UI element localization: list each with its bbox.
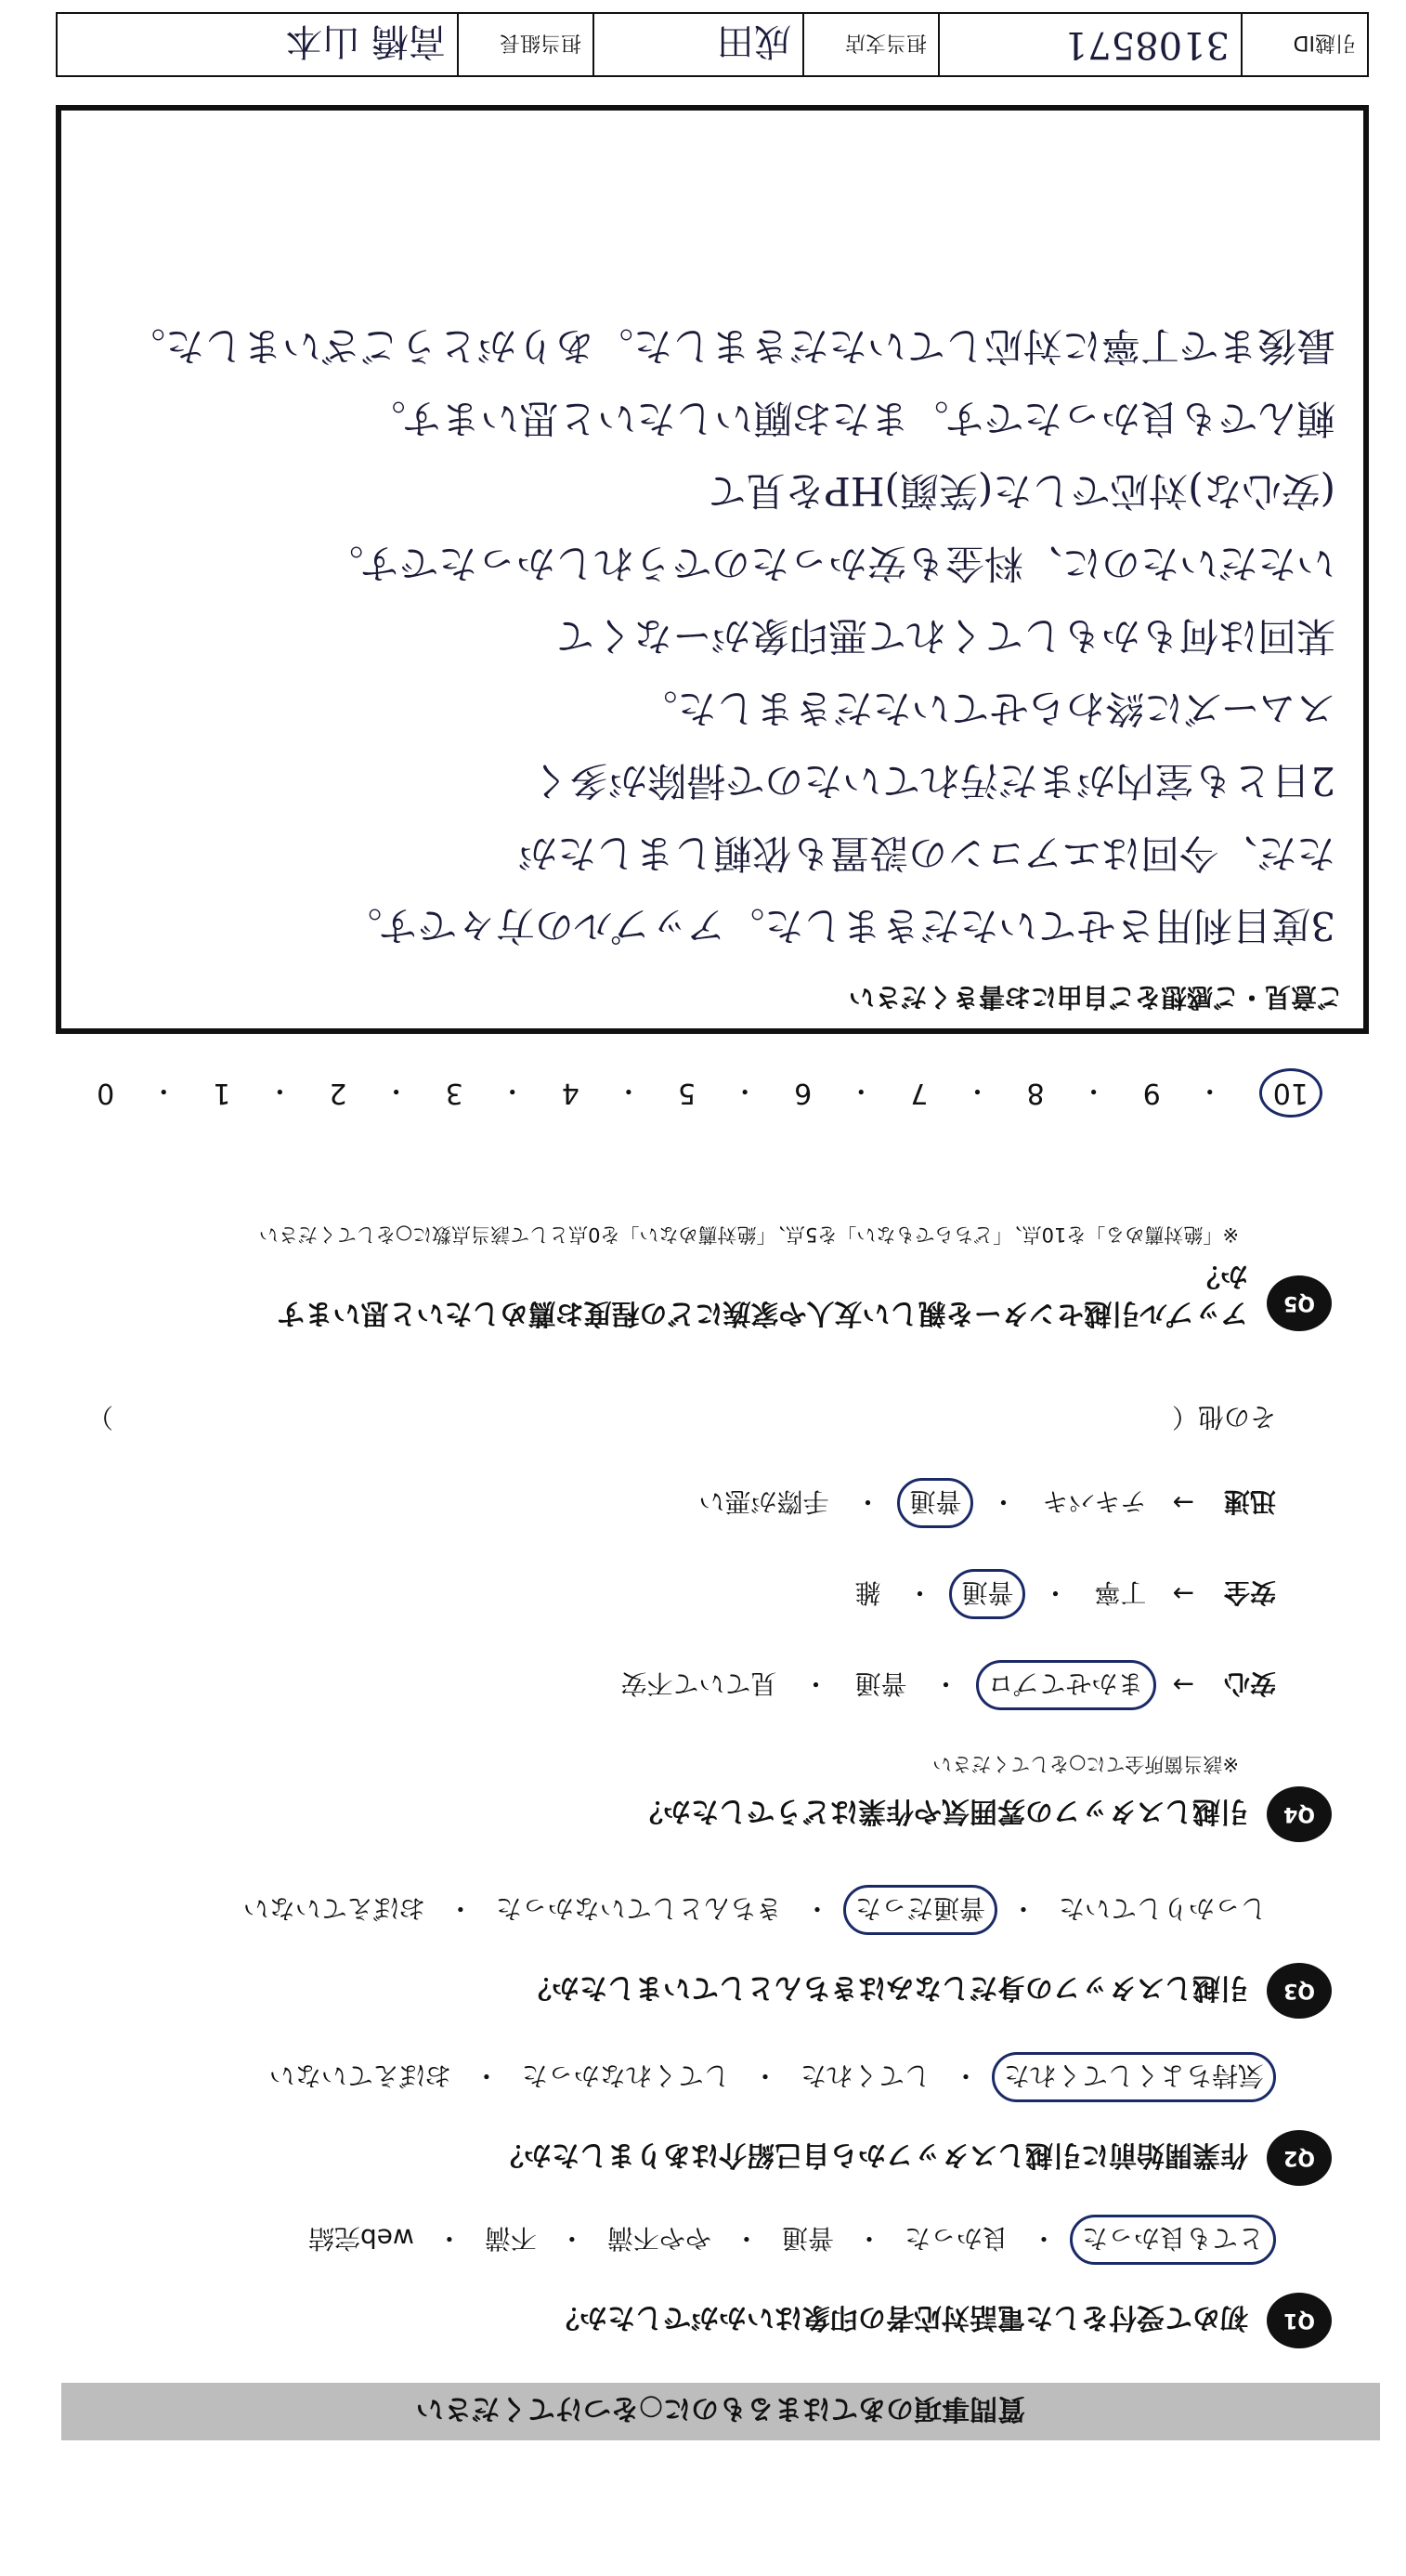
q4-row-label: 安心 xyxy=(1223,1668,1276,1699)
q1-option[interactable]: とても良かった xyxy=(1070,2215,1276,2265)
question-q4 xyxy=(69,1400,1332,1842)
score-option[interactable]: 5 xyxy=(677,1077,696,1109)
q4-row-anzen: 安全 → 丁寧 ・ 普通 ・ 雑 xyxy=(69,1569,1276,1619)
q3-option[interactable]: 普通だった xyxy=(843,1885,997,1935)
q4-row-label: 迅速 xyxy=(1223,1486,1276,1517)
staff-label: 担当組長 xyxy=(457,14,592,75)
q2-option[interactable]: おぼえていない xyxy=(268,2060,451,2091)
id-label: 引越ID xyxy=(1241,14,1367,75)
score-option[interactable]: 4 xyxy=(561,1077,579,1109)
id-value: 3108571 xyxy=(938,14,1241,75)
q1-option[interactable]: やや不満 xyxy=(606,2223,711,2254)
q1-badge: Q1 xyxy=(1267,2293,1332,2348)
q4-note: ※該当箇所全てに○をしてください xyxy=(932,1753,1239,1775)
q1-option[interactable]: 良かった xyxy=(904,2223,1009,2254)
score-option[interactable]: 2 xyxy=(329,1077,347,1109)
q5-badge: Q5 xyxy=(1267,1275,1332,1331)
q4-option[interactable]: まかせてプロ xyxy=(976,1660,1156,1710)
q5-text: アップル引越センターを親しい友人や家族にどの程度お薦めしたいと思いますか？ xyxy=(277,1260,1248,1329)
question-q1: Q1 初めて受付をした電話対応者の印象はいかがでしたか？ とても良かった ・ 良かった ・ 普通 ・ やや不満 ・ 不満 ・ web完結 xyxy=(69,2215,1332,2348)
comment-title: ご意見・ご感想をご自由にお書きください xyxy=(848,982,1343,1013)
comment-line: ただ、今回はエアコンの設置も依頼しましたが xyxy=(518,830,1335,876)
q4-option[interactable]: 普通 xyxy=(949,1569,1025,1619)
arrow-icon: → xyxy=(1172,1487,1194,1519)
comment-line: (安心な)対応でした(笑顔)HPを見て xyxy=(707,468,1335,514)
q3-option[interactable]: きちんとしていなかった xyxy=(495,1893,782,1924)
comment-line: 頼んでも良かったです。またお願いしたいと思います。 xyxy=(366,396,1335,441)
question-q3: Q3 引越しスタッフの身だしなみはきちんとしていましたか？ しっかりしていた ・ 普通だった ・ きちんとしていなかった ・ おぼえていない xyxy=(69,1885,1332,2019)
q2-option[interactable]: 気持ちよくしてくれた xyxy=(992,2052,1276,2102)
score-option[interactable]: 6 xyxy=(794,1077,813,1109)
comment-line: 3度目利用させていただきました。アップルの方々です。 xyxy=(343,903,1335,948)
q4-option[interactable]: 手際が悪い xyxy=(698,1486,829,1517)
comment-box[interactable] xyxy=(56,105,1369,1034)
q3-text: 引越しスタッフの身だしなみはきちんとしていましたか？ xyxy=(524,1971,1248,2004)
comment-line: いただいたのに、料金も安かったのでうれしかったです。 xyxy=(324,541,1335,586)
branch-label: 担当支店 xyxy=(802,14,938,75)
q4-row-label: 安全 xyxy=(1223,1577,1276,1608)
q4-row-jinsoku: 迅速 → テキパキ ・ 普通 ・ 手際が悪い xyxy=(69,1478,1276,1528)
q1-text: 初めて受付をした電話対応者の印象はいかがでしたか？ xyxy=(552,2301,1248,2334)
score-option[interactable]: 7 xyxy=(910,1077,929,1109)
q4-option[interactable]: 普通 xyxy=(854,1668,907,1699)
q1-option[interactable]: 普通 xyxy=(781,2223,834,2254)
q1-option[interactable]: web完結 xyxy=(307,2223,414,2254)
q2-badge: Q2 xyxy=(1267,2130,1332,2186)
q4-other-label: その他（ xyxy=(1171,1402,1276,1432)
id-row xyxy=(56,12,1369,77)
comment-handwriting xyxy=(61,302,1363,969)
question-q5 xyxy=(69,1222,1332,1331)
question-q2: Q2 作業開始前に引越しスタッフから自己紹介はありましたか？ 気持ちよくしてくれた ・ してくれた ・ してくれなかった ・ おぼえていない xyxy=(69,2052,1332,2186)
score-option[interactable]: 10 xyxy=(1259,1068,1322,1118)
comment-line: スムーズに終わらせていただきました。 xyxy=(638,686,1335,731)
score-option[interactable]: 1 xyxy=(213,1077,231,1109)
q4-other-close: ） xyxy=(87,1402,114,1432)
q2-option[interactable]: してくれなかった xyxy=(521,2060,730,2091)
score-option[interactable]: 3 xyxy=(445,1077,463,1109)
branch-value: 成田 xyxy=(592,14,802,75)
instruction-text: 質問事項のあてはまるものに○をつけてください xyxy=(415,2392,1026,2425)
comment-line: 最後まで丁寧に対応していただきました。ありがとうございました。 xyxy=(125,323,1335,369)
q1-option[interactable]: 不満 xyxy=(484,2223,537,2254)
comment-line: 某回は何もかもしてくれて悪印象がーなくて xyxy=(554,613,1335,659)
q4-option[interactable]: 丁寧 xyxy=(1094,1577,1147,1608)
score-scale: 10 ・ 9 ・ 8 ・ 7 ・ 6 ・ 5 ・ 4 ・ 3 ・ 2 ・ 1 ・ 0 xyxy=(97,1068,1322,1118)
arrow-icon: → xyxy=(1172,1669,1194,1701)
q4-option[interactable]: テキパキ xyxy=(1042,1486,1147,1517)
q4-option[interactable]: 見ていて不安 xyxy=(620,1668,777,1699)
q2-text: 作業開始前に引越しスタッフから自己紹介はありましたか？ xyxy=(496,2138,1248,2171)
q4-other-row xyxy=(87,1400,1276,1437)
q4-row-anshin: 安心 → まかせてプロ ・ 普通 ・ 見ていて不安 xyxy=(69,1660,1276,1710)
q3-option[interactable]: しっかりしていた xyxy=(1058,1893,1267,1924)
comment-line: 2日とも室内がまだ汚れていたので掃除が多く xyxy=(530,758,1335,804)
score-option[interactable]: 8 xyxy=(1026,1077,1045,1109)
q4-text: 引越しスタッフの雰囲気や作業はどうでしたか？ xyxy=(635,1795,1248,1827)
score-option[interactable]: 0 xyxy=(97,1077,115,1109)
score-option[interactable]: 9 xyxy=(1142,1077,1161,1109)
q5-note: ※「絶対薦める」を10点、「どちらでもない」を5点、「絶対薦めない」を0点として該当点数に○をしてください xyxy=(258,1223,1239,1246)
q4-badge: Q4 xyxy=(1267,1786,1332,1842)
q4-option[interactable]: 雑 xyxy=(854,1577,881,1608)
q3-badge: Q3 xyxy=(1267,1963,1332,2019)
q4-option[interactable]: 普通 xyxy=(897,1478,973,1528)
staff-value: 高橋 山本 xyxy=(285,20,446,63)
instruction-band xyxy=(61,2383,1380,2440)
q3-option[interactable]: おぼえていない xyxy=(242,1893,425,1924)
q2-option[interactable]: してくれた xyxy=(800,2060,931,2091)
arrow-icon: → xyxy=(1172,1578,1194,1610)
